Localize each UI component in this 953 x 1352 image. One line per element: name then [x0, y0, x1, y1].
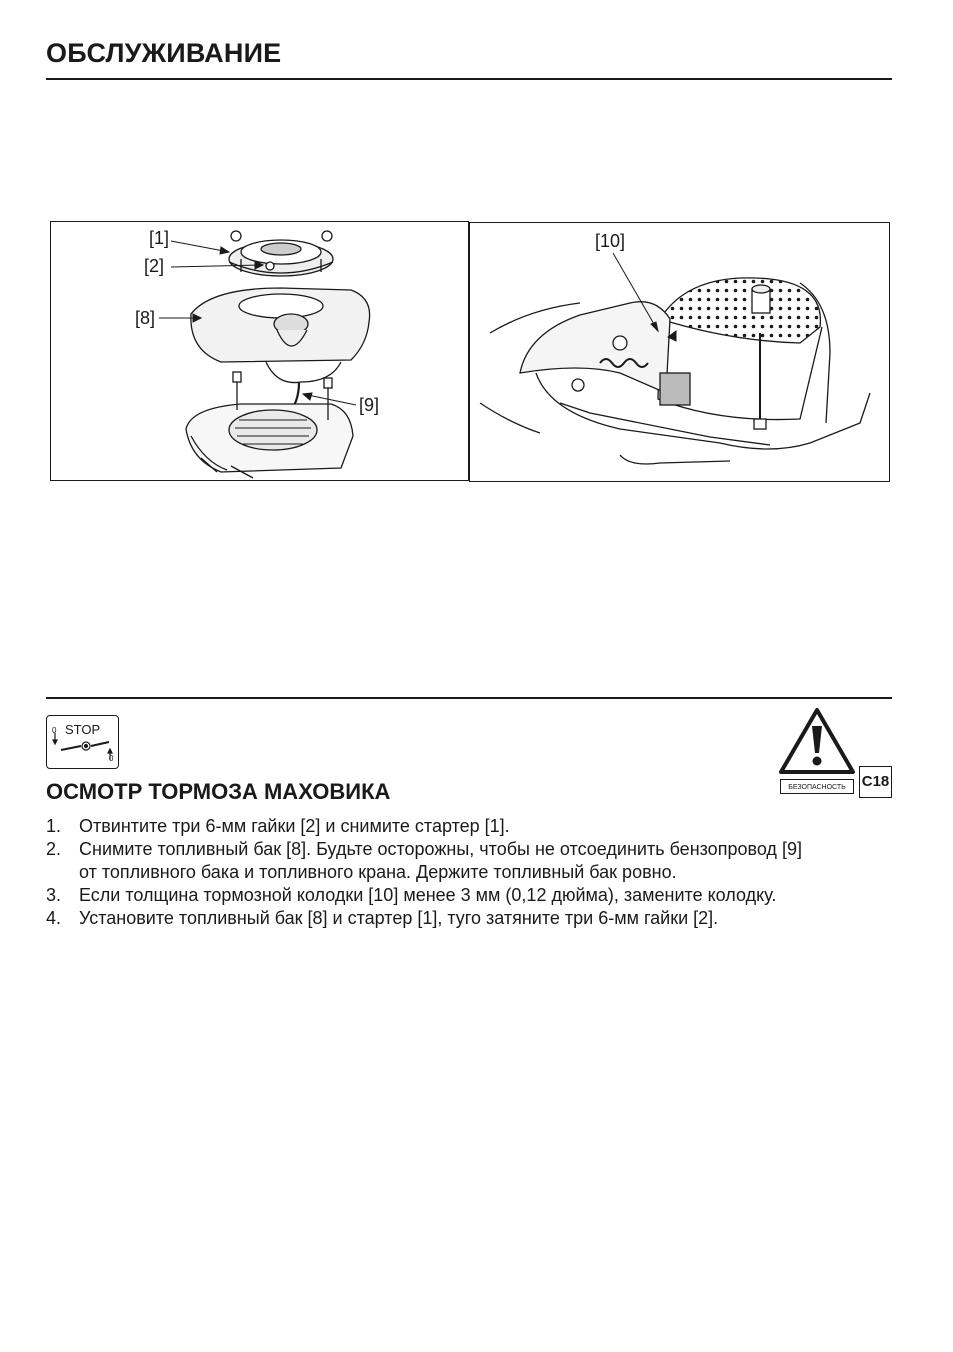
- step-2: [46, 838, 916, 884]
- figure-starter-removal: [50, 221, 469, 481]
- step-text-line: Снимите топливный бак [8]. Будьте осторожны, чтобы не отсоединить бензопровод [9]: [79, 839, 802, 859]
- step-number: 1.: [46, 816, 62, 836]
- instruction-list: [46, 815, 916, 930]
- safety-code: C18: [859, 766, 892, 798]
- engine-stop-icon: [46, 715, 119, 769]
- section-title: ОСМОТР ТОРМОЗА МАХОВИКА: [46, 779, 391, 804]
- step-number: 3.: [46, 885, 62, 905]
- callout-10: [10]: [595, 231, 626, 251]
- safety-label: БЕЗОПАСНОСТЬ: [780, 779, 854, 794]
- starter-removal-illustration: [51, 222, 468, 480]
- page-title: ОБСЛУЖИВАНИЕ: [46, 38, 282, 68]
- callout-9: [9]: [359, 395, 380, 415]
- step-1: [46, 815, 916, 838]
- warning-triangle-icon: [778, 706, 856, 778]
- brake-shoe-illustration: [470, 223, 889, 481]
- step-text-line: от топливного бака и топливного крана. Держите топливный бак ровно.: [79, 862, 677, 882]
- step-text: Отвинтите три 6-мм гайки [2] и снимите стартер [1].: [79, 816, 510, 836]
- step-text: Установите топливный бак [8] и стартер [1], туго затяните три 6-мм гайки [2].: [79, 908, 719, 928]
- stop-top-mark: 0: [52, 726, 57, 735]
- stop-bottom-mark: 0: [109, 754, 114, 763]
- figure-brake-shoe: [469, 222, 890, 482]
- callout-8: [8]: [135, 308, 156, 328]
- step-number: 4.: [46, 908, 62, 928]
- callout-2: [2]: [144, 256, 165, 276]
- safety-badge: [778, 706, 894, 800]
- stop-label: STOP: [65, 722, 101, 737]
- step-3: [46, 884, 916, 907]
- step-text: Если толщина тормозной колодки [10] менее 3 мм (0,12 дюйма), замените колодку.: [79, 885, 777, 905]
- step-number: 2.: [46, 839, 62, 859]
- section-rule: [46, 697, 892, 699]
- step-4: [46, 907, 916, 930]
- blade-icon: [47, 716, 120, 770]
- header-rule: [46, 78, 892, 80]
- callout-1: [1]: [149, 228, 170, 248]
- step-text: [79, 838, 916, 884]
